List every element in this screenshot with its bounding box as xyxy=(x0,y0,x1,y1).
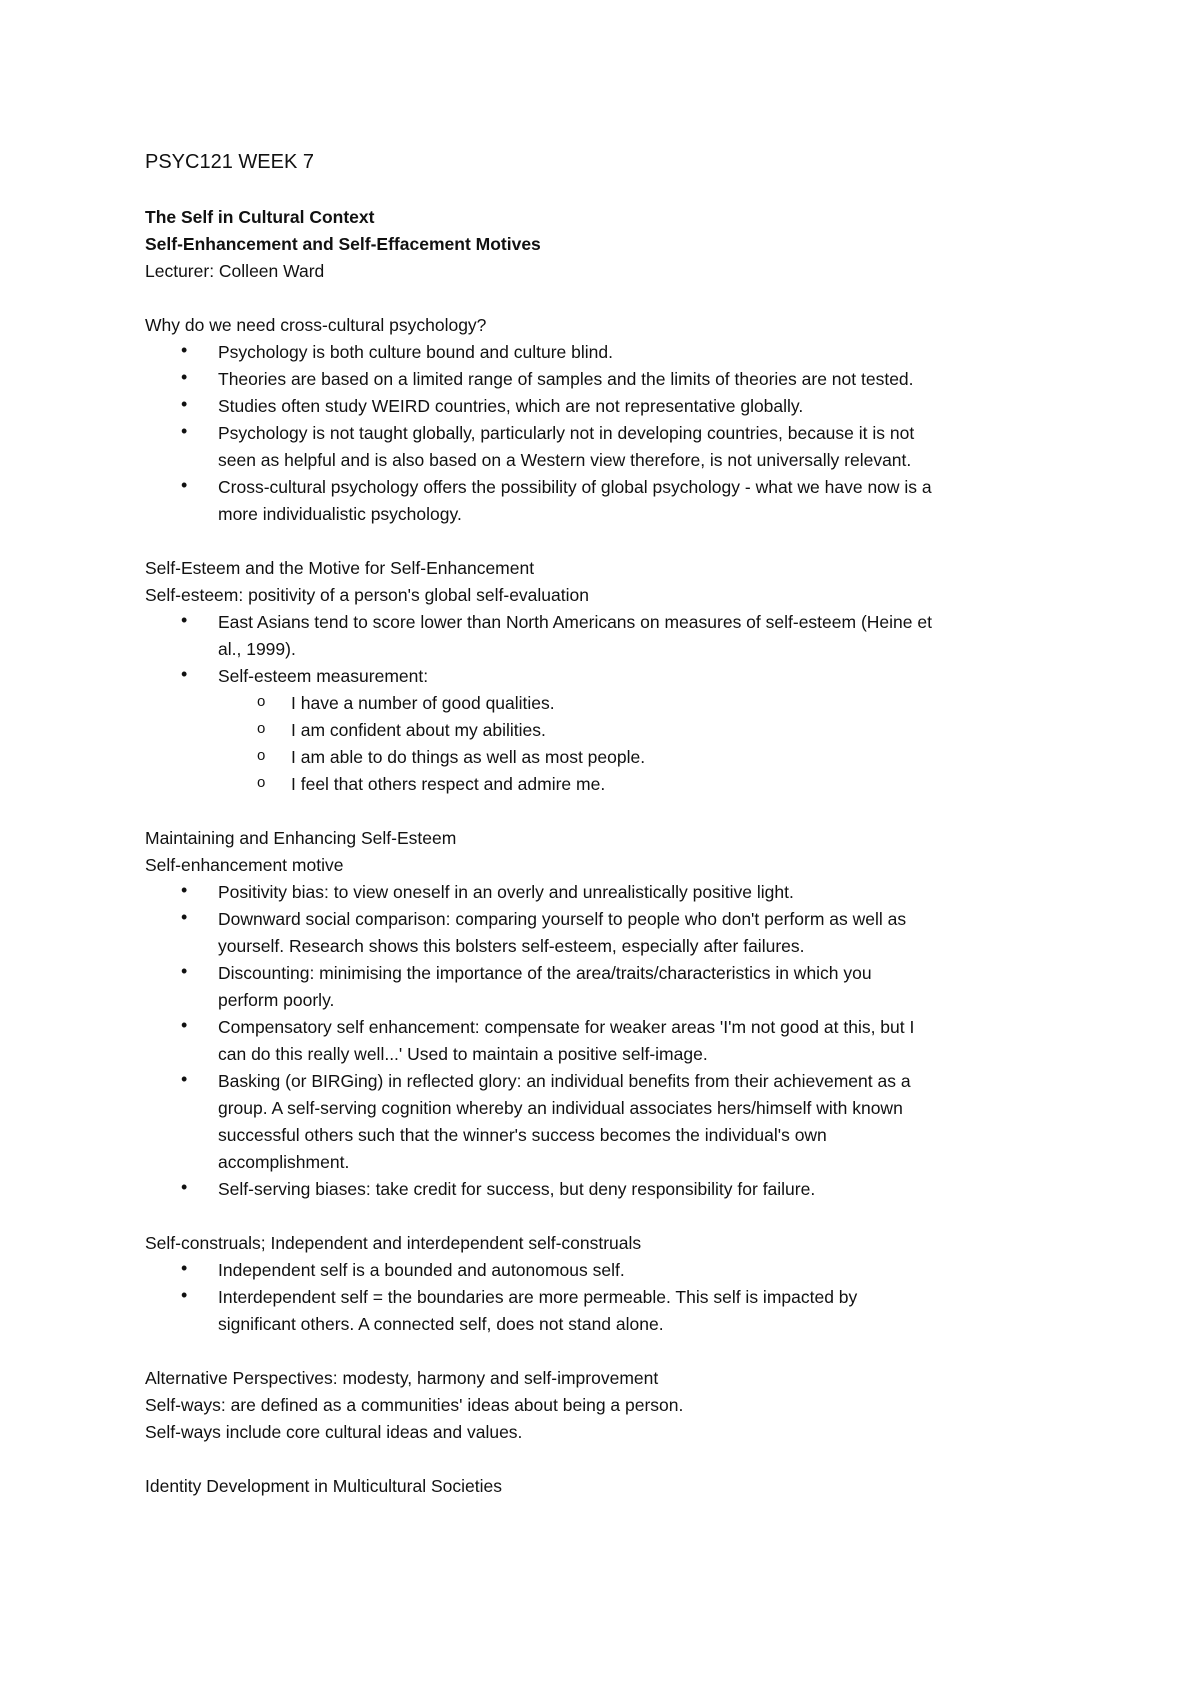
list-item: • Cross-cultural psychology offers the possibility of global psychology - what we have now is a more individualistic psychology. xyxy=(145,474,1065,528)
lecturer-line: Lecturer: Colleen Ward xyxy=(145,261,325,281)
sub-list-item: o I am able to do things as well as most people. xyxy=(145,744,1065,771)
sub-list-measurement xyxy=(145,690,1065,798)
list-item: • Positivity bias: to view oneself in an overly and unrealistically positive light. xyxy=(145,879,1065,906)
self-ways-definition: Self-ways: are defined as a communities' ideas about being a person. xyxy=(145,1395,684,1415)
document-page xyxy=(145,148,1065,1500)
bullet-list-why xyxy=(145,339,1065,528)
list-item: • Interdependent self = the boundaries are more permeable. This self is impacted by significant others. A connected self, does not stand alone. xyxy=(145,1284,1065,1338)
heading-subtopic: Self-Enhancement and Self-Effacement Motives xyxy=(145,234,541,254)
list-item: • Discounting: minimising the importance of the area/traits/characteristics in which you perform poorly. xyxy=(145,960,1065,1014)
subheading-self-enhancement: Self-enhancement motive xyxy=(145,855,344,875)
section-heading-self-esteem: Self-Esteem and the Motive for Self-Enhancement xyxy=(145,558,535,578)
list-item: • Studies often study WEIRD countries, which are not representative globally. xyxy=(145,393,1065,420)
list-item: • Independent self is a bounded and autonomous self. xyxy=(145,1257,1065,1284)
section-heading-self-construals: Self-construals; Independent and interdependent self-construals xyxy=(145,1233,642,1253)
list-item: • East Asians tend to score lower than North Americans on measures of self-esteem (Heine et al., 1999). xyxy=(145,609,1065,663)
list-item: • Self-serving biases: take credit for success, but deny responsibility for failure. xyxy=(145,1176,1065,1203)
list-item: • Theories are based on a limited range of samples and the limits of theories are not tested. xyxy=(145,366,1065,393)
sub-list-item: o I have a number of good qualities. xyxy=(145,690,1065,717)
document-title: PSYC121 WEEK 7 xyxy=(145,151,314,173)
list-item: • Self-esteem measurement: xyxy=(145,663,1065,690)
bullet-list-self-construals xyxy=(145,1257,1065,1338)
self-ways-values: Self-ways include core cultural ideas and values. xyxy=(145,1422,523,1442)
section-heading-maintaining: Maintaining and Enhancing Self-Esteem xyxy=(145,828,457,848)
list-item: • Basking (or BIRGing) in reflected glory: an individual benefits from their achievement as a group. A self-serving cognition whereby an individual associates hers/himself with known successful others such that the winner's success becomes the individual's own accomplishment. xyxy=(145,1068,1065,1176)
list-item: • Downward social comparison: comparing yourself to people who don't perform as well as yourself. Research shows this bolsters self-esteem, especially after failures. xyxy=(145,906,1065,960)
bullet-list-self-enhancement xyxy=(145,879,1065,1203)
definition-self-esteem: Self-esteem: positivity of a person's global self-evaluation xyxy=(145,585,589,605)
list-item: • Psychology is not taught globally, particularly not in developing countries, because it is not seen as helpful and is also based on a Western view therefore, is not universally relevant. xyxy=(145,420,1065,474)
sub-list-item: o I feel that others respect and admire me. xyxy=(145,771,1065,798)
bullet-list-self-esteem xyxy=(145,609,1065,690)
heading-topic: The Self in Cultural Context xyxy=(145,207,375,227)
section-heading-why: Why do we need cross-cultural psychology? xyxy=(145,315,487,335)
sub-list-item: o I am confident about my abilities. xyxy=(145,717,1065,744)
section-heading-identity: Identity Development in Multicultural Societies xyxy=(145,1476,502,1496)
list-item: • Psychology is both culture bound and culture blind. xyxy=(145,339,1065,366)
section-heading-alternative: Alternative Perspectives: modesty, harmony and self-improvement xyxy=(145,1368,659,1388)
list-item: • Compensatory self enhancement: compensate for weaker areas 'I'm not good at this, but I can do this really well...' Used to maintain a positive self-image. xyxy=(145,1014,1065,1068)
